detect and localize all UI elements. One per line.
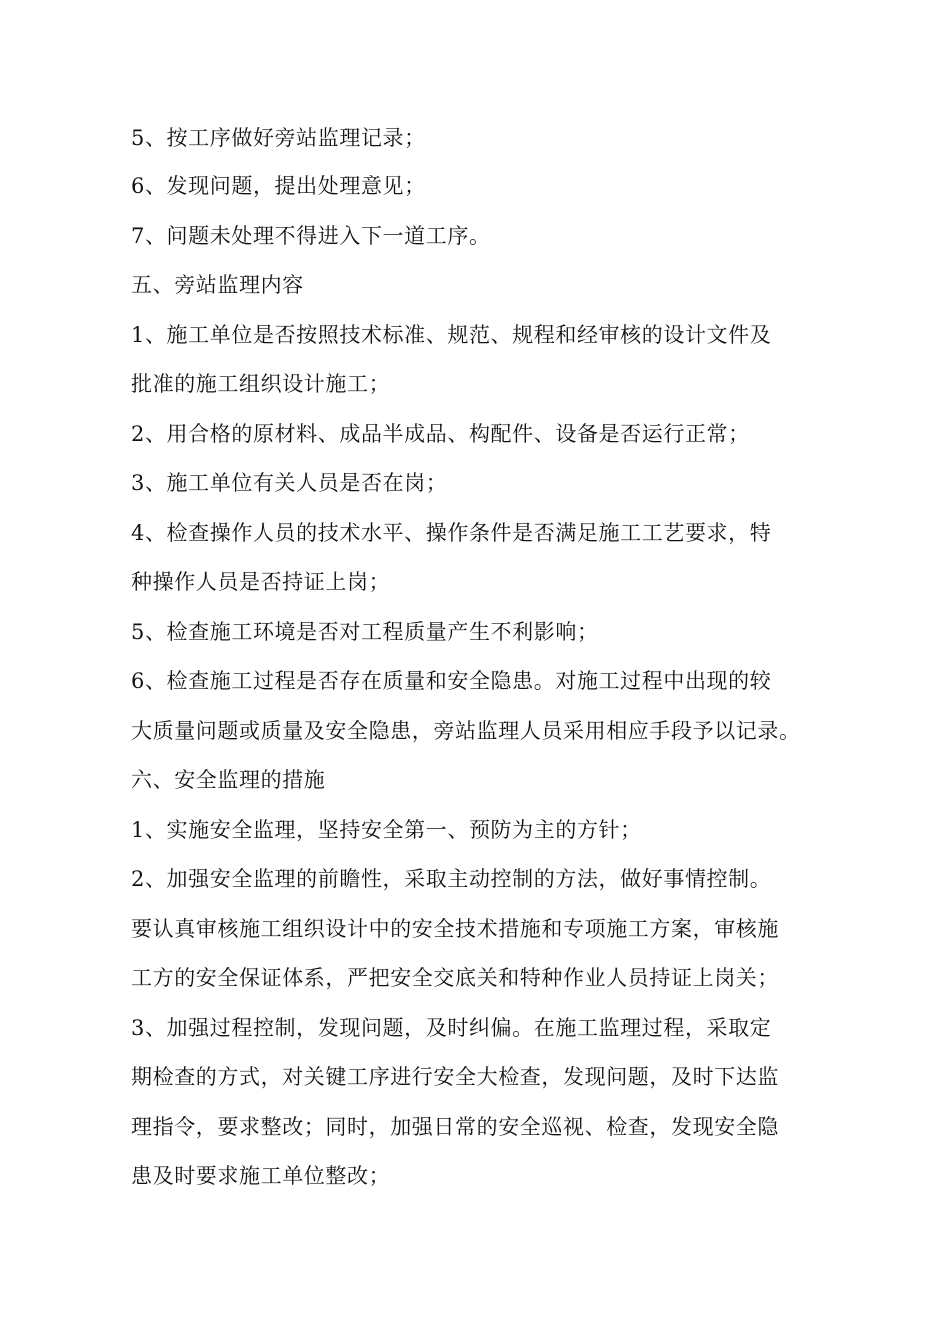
text-line: 5、按工序做好旁站监理记录； bbox=[131, 126, 426, 150]
text-line: 工方的安全保证体系，严把安全交底关和特种作业人员持证上岗关； bbox=[131, 966, 779, 990]
text-line: 3、施工单位有关人员是否在岗； bbox=[131, 471, 448, 495]
text-line: 6、发现问题，提出处理意见； bbox=[131, 174, 426, 198]
text-line: 6、检查施工过程是否存在质量和安全隐患。对施工过程中出现的较 bbox=[131, 669, 772, 693]
text-line: 种操作人员是否持证上岗； bbox=[131, 570, 391, 594]
text-line: 7、问题未处理不得进入下一道工序。 bbox=[131, 224, 491, 248]
text-line: 患及时要求施工单位整改； bbox=[131, 1164, 391, 1188]
text-line: 要认真审核施工组织设计中的安全技术措施和专项施工方案，审核施 bbox=[131, 917, 779, 941]
text-line: 1、实施安全监理，坚持安全第一、预防为主的方针； bbox=[131, 818, 642, 842]
text-line: 期检查的方式，对关键工序进行安全大检查，发现问题，及时下达监 bbox=[131, 1065, 779, 1089]
text-line: 大质量问题或质量及安全隐患，旁站监理人员采用相应手段予以记录。 bbox=[131, 719, 801, 743]
text-line: 理指令，要求整改；同时，加强日常的安全巡视、检查，发现安全隐 bbox=[131, 1115, 779, 1139]
text-line: 1、施工单位是否按照技术标准、规范、规程和经审核的设计文件及 bbox=[131, 323, 772, 347]
text-line: 2、用合格的原材料、成品半成品、构配件、设备是否运行正常； bbox=[131, 422, 750, 446]
text-line: 批准的施工组织设计施工； bbox=[131, 372, 391, 396]
text-line: 3、加强过程控制，发现问题，及时纠偏。在施工监理过程，采取定 bbox=[131, 1016, 772, 1040]
text-line: 4、检查操作人员的技术水平、操作条件是否满足施工工艺要求，特 bbox=[131, 521, 772, 545]
section-heading: 六、安全监理的措施 bbox=[131, 768, 326, 792]
text-line: 2、加强安全监理的前瞻性，采取主动控制的方法，做好事情控制。 bbox=[131, 867, 772, 891]
text-line: 5、检查施工环境是否对工程质量产生不利影响； bbox=[131, 620, 599, 644]
section-heading: 五、旁站监理内容 bbox=[131, 273, 304, 297]
